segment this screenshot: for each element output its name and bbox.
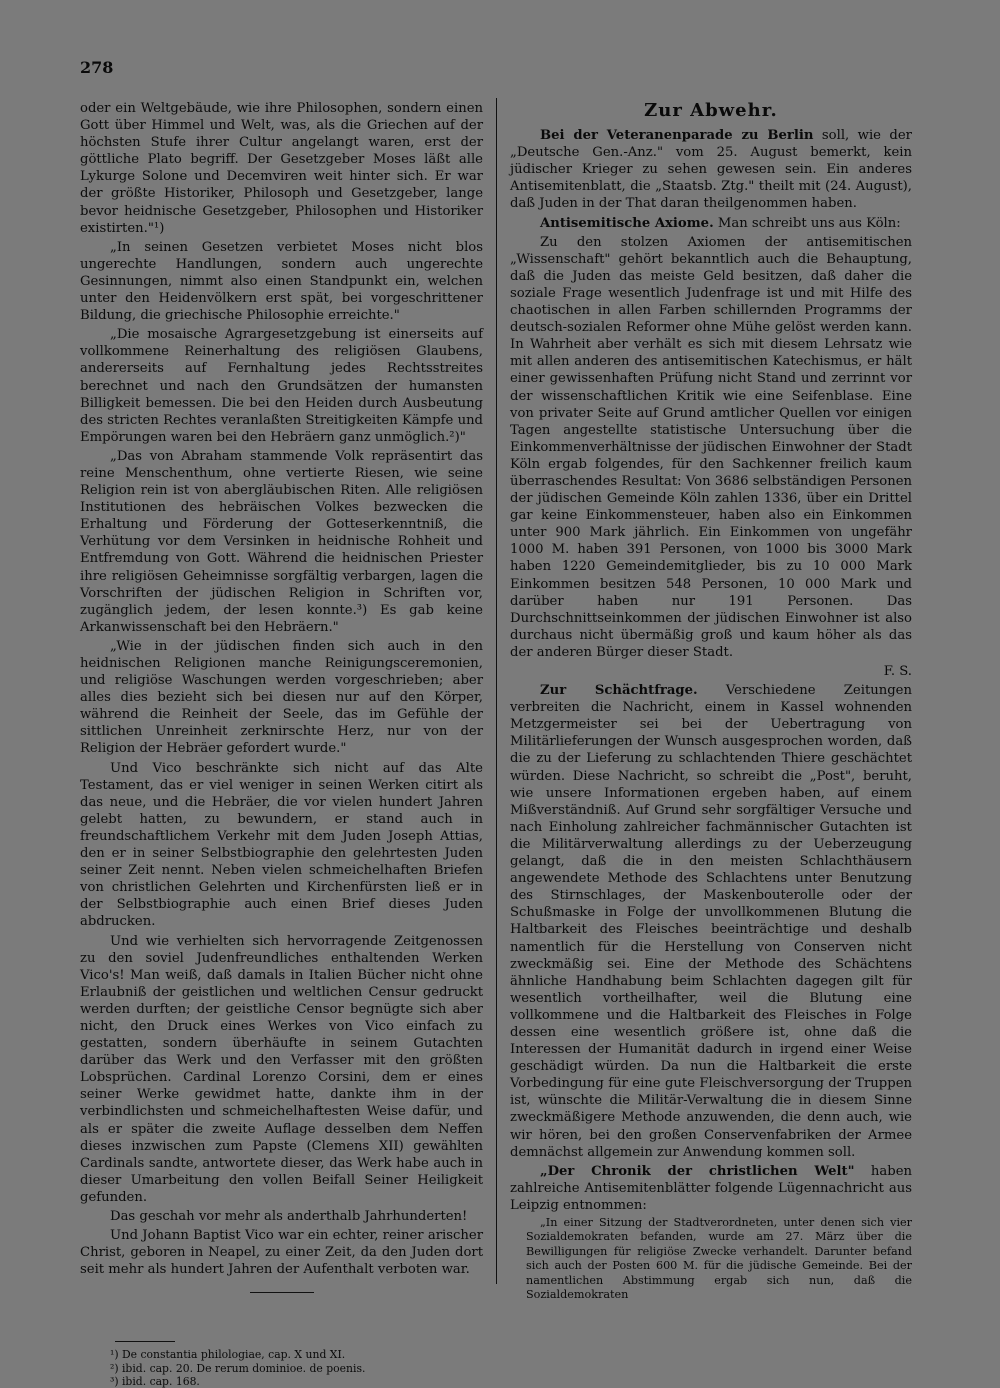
footnote: ²) ibid. cap. 20. De rerum dominioe. de poenis. [110,1361,366,1375]
paragraph: „In seinen Gesetzen verbietet Moses nicht blos ungerechte Handlungen, sondern auch ungerechte Gesinnungen, nimmt also einen Standpunkt ein, welchen unter den Heidenvölkern erst spät, bei vorgeschrittener Bildung, die griechische Philosophie erreichte." [80,239,483,324]
article-text: soll, wie der „Deutsche Gen.-Anz." vom 25. August bemerkt, kein jüdischer Krieger zu sehen gewesen sein. Ein anderes Antisemitenblatt, die „Staatsb. Ztg." theilt mit (24. August), daß Juden in der That daran theilgenommen haben. [510,128,912,212]
footnote: ³) ibid. cap. 168. [110,1374,200,1388]
paragraph: oder ein Weltgebäude, wie ihre Philosophen, sondern einen Gott über Himmel und Welt, was, als die Griechen auf der höchsten Stufe ihrer Cultur angelangt waren, erst der göttliche Plato begriff. Der Gesetzgeber Moses läßt alle Lykurge Solone und Decemviren weit hinter sich. Er war der größte Historiker, Philosoph und Gesetzgeber, lange bevor heidnische Gesetzgeber, Philosophen und Historiker existirten."¹) [80,101,483,236]
paragraph: Das geschah vor mehr als anderthalb Jahrhunderten! [110,1209,468,1224]
paragraph: Und Johann Baptist Vico war ein echter, reiner arischer Christ, geboren in Neapel, zu einer Zeit, da den Juden dort seit mehr als hundert Jahren der Aufenthalt verboten war. [80,1228,483,1278]
left-column [80,100,483,1388]
right-column [510,100,912,1302]
signature: F. S. [883,664,912,679]
article-text: haben zahlreiche Antisemitenblätter folgende Lügennachricht aus Leipzig entnommen: [510,1163,912,1213]
section-title: Zur Abwehr. [644,100,778,121]
paragraph: Zu den stolzen Axiomen der antisemitischen „Wissenschaft" gehört bekanntlich auch die Behauptung, daß die Juden das meiste Geld besitzen, daß daher die soziale Frage wesentlich Judenfrage ist und mit Hilfe des chaotischen in allen Farben schillernden Programms der deutsch-sozialen Reformer ohne Mühe gelöst werden kann. In Wahrheit aber verhält es sich mit diesem Lehrsatz wie mit allen anderen des antisemitischen Katechismus, er hält einer gewissenhaften Prüfung nicht Stand und zerrinnt vor der wissenschaftlichen Kritik wie eine Seifenblase. Eine von privater Seite auf Grund amtlicher Quellen vor einigen Tagen angestellte statistische Untersuchung über die Einkommenverhältnisse der jüdischen Einwohner der Stadt Köln ergab folgendes, für den Sachkenner freilich kaum überraschendes Resultat: Von 3686 selbständigen Personen der jüdischen Gemeinde Köln zahlen 1336, über ein Drittel gar keine Einkommensteuer, haben also ein Einkommen unter 900 Mark jährlich. Ein Einkommen von ungefähr 1000 M. haben 391 Personen, von 1000 bis 3000 Mark haben 1220 Gemeindemitglieder, bis zu 10 000 Mark Einkommen besitzen 548 Personen, 10 000 Mark und darüber haben nur 191 Personen. Das Durchschnittseinkommen der jüdischen Einwohner ist also durchaus nicht übermäßig groß und kaum höher als das der anderen Bürger dieser Stadt. [510,234,912,660]
paragraph: Und Vico beschränkte sich nicht auf das Alte Testament, das er viel weniger in seinen Werken citirt als das neue, und die Hebräer, die vor vielen hundert Jahren gelebt hatten, zu bewundern, er stand auch in freundschaftlichem Verkehr mit dem Juden Joseph Attias, den er in seiner Selbstbiographie den gelehrtesten Juden seiner Zeit nennt. Neben vielen schmeichelhaften Briefen von christlichen Gelehrten und Kirchenfürsten ließ er in der Selbstbiographie auch einen Brief dieses Juden abdrucken. [80,760,483,930]
article-text: Verschiedene Zeitungen verbreiten die Nachricht, einem in Kassel wohnenden Metzgermeister sei bei der Uebertragung von Militärlieferungen der Wunsch ausgesprochen worden, daß die zu der Lieferung zu schlachtenden Thiere geschächtet würden. Diese Nachricht, so schreibt die „Post", beruht, wie unsere Informationen ergeben haben, auf einem Mißverständniß. Auf Grund sehr sorgfältiger Versuche und nach Einholung zahlreicher fachmännischer Gutachten ist die Militärverwaltung allerdings zu der Ueberzeugung gelangt, daß die in den meisten Schlachthäusern angewendete Methode des Schlachtens unter Benutzung des Stirnschlages, der Maskenbouterolle oder der Schußmaske in Folge der unvollkommenen Blutung die Haltbarkeit des Fleisches beeinträchtige und deshalb namentlich für die Herstellung von Conserven nicht zweckmäßig sei. Eine der Methode des Schächtens ähnliche Handhabung beim Schlachten dagegen gilt für wesentlich vortheilhafter, weil die Blutung eine vollkommene und die Haltbarkeit des Fleisches in Folge dessen eine wesentlich größere ist, ohne daß die Interessen der Humanität dadurch in irgend einer Weise geschädigt würden. Da nun die Haltbarkeit die erste Vorbedingung für eine gute Fleischversorgung der Truppen ist, wünschte die Militär-Verwaltung die in diesem Sinne zweckmäßigere Methode anzuwenden, die denn auch, wie wir hören, bei den großen Conservenfabriken der Armee demnächst allgemein zur Anwendung kommen soll. [510,683,912,1160]
section-divider [250,1292,314,1293]
article-chronik [510,1163,912,1214]
quoted-report [510,1216,912,1302]
quote-text: „In einer Sitzung der Stadtverordneten, unter denen sich vier Sozialdemokraten befanden, wurde am 27. März über die Bewilligungen für religiöse Zwecke verhandelt. Darunter befand sich auch der Posten 600 M. für die jüdische Gemeinde. Bei der namentlichen Abstimmung ergab sich nun, daß die Sozialdemokraten [526,1216,912,1302]
paragraph: Und wie verhielten sich hervorragende Zeitgenossen zu den soviel Judenfreundliches enthaltenden Werken Vico's! Man weiß, daß damals in Italien Bücher nicht ohne Erlaubniß der geistlichen und weltlichen Censur gedruckt werden durften; der geistliche Censor begnügte sich aber nicht, den Druck eines Werkes von Vico einfach zu gestatten, sondern überhäufte in seinem Gutachten darüber das Werk und den Verfasser mit den größten Lobsprüchen. Cardinal Lorenzo Corsini, dem er eines seiner Werke gewidmet hatte, dankte ihm in der verbindlichsten und schmeichelhaftesten Weise dafür, und als er später die zweite Auflage desselben dem Neffen dieses inzwischen zum Papste (Clemens XII) gewählten Cardinals sandte, antwortete dieser, das Werk habe auch in dieser Umarbeitung den vollen Beifall Seiner Heiligkeit gefunden. [80,933,483,1205]
column-divider [496,98,497,1284]
paragraph: „Wie in der jüdischen finden sich auch in den heidnischen Religionen manche Reinigungsceremonien, und religiöse Waschungen werden vorgeschrieben; aber alles dies bezieht sich bei diesen nur auf den Körper, während die Reinheit der Seele, das im Gefühle der sittlichen Unreinheit zerknirschte Herz, nur von der Religion der Hebräer gefordert wurde." [80,638,483,757]
article-heading: „Der Chronik der christlichen Welt" [540,1163,855,1179]
footnote-divider [115,1341,175,1342]
paragraph: „Das von Abraham stammende Volk repräsentirt das reine Menschenthum, ohne vertierte Riesen, wie seine Religion rein ist von abergläubischen Riten. Alle religiösen Institutionen des hebräischen Volkes bezwecken die Erhaltung und Förderung der Gotteserkenntniß, die Verhütung vor dem Versinken in heidnische Rohheit und Entfremdung von Gott. Während die heidnischen Priester ihre religiösen Geheimnisse sorgfältig verbargen, lagen die Vorschriften der jüdischen Religion in Schriften vor, zugänglich jedem, der lesen konnte.³) Es gab keine Arkanwissenschaft bei den Hebräern." [80,448,483,635]
article-text: Man schreibt uns aus Köln: [717,215,901,231]
footnote: ¹) De constantia philologiae, cap. X und XI. [110,1348,346,1362]
article-heading: Antisemitische Axiome. [540,215,714,231]
paragraph: „Die mosaische Agrargesetzgebung ist einerseits auf vollkommene Reinerhaltung des religiösen Glaubens, andererseits auf Fernhaltung jedes Rechtsstreites berechnet und nach den Grundsätzen der humansten Billigkeit bemessen. Die bei den Heiden durch Ausbeutung des stricten Rechtes veranlaßten Streitigkeiten Kämpfe und Empörungen waren bei den Hebräern ganz unmöglich.²)" [80,327,483,445]
article-veteranenparade [510,127,912,212]
article-schaechtfrage [510,682,912,1161]
article-heading: Zur Schächtfrage. [540,683,698,699]
page-number: 278 [80,58,114,77]
article-heading: Bei der Veteranenparade zu Berlin [540,128,814,144]
article-axiome [510,215,912,232]
